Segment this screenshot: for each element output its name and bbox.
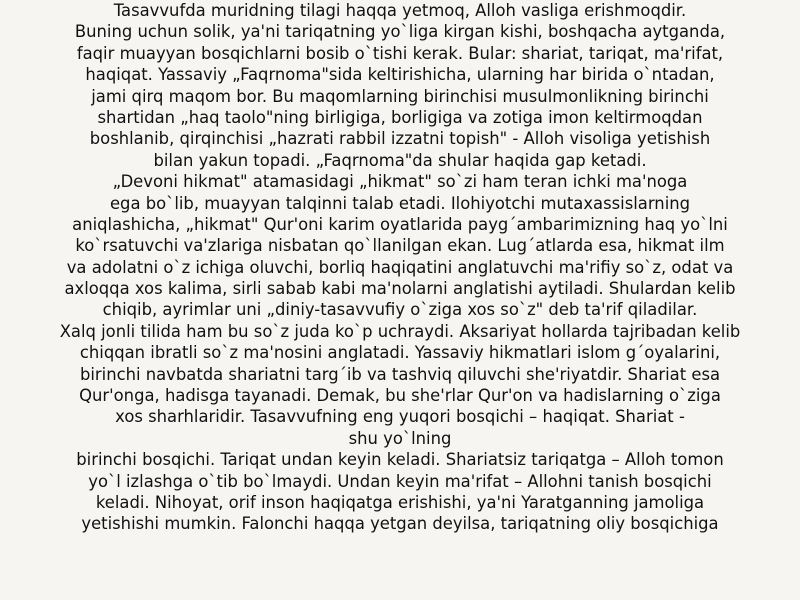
text-line: Buning uchun solik, ya'ni tariqatning yo`liga kirgan kishi, boshqacha aytganda, [74,22,726,42]
text-line: chiqqan ibratli so`z ma'nosini anglatadi. Yassaviy hikmatlari islom g´oyalarini, [79,343,721,363]
text-line: Qur'onga, hadisga tayanadi. Demak, bu she'rlar Qur'on va hadislarning o`ziga [79,386,721,406]
text-line: jami qirq maqom bor. Bu maqomlarning birinchisi musulmonlikning birinchi [91,86,709,106]
text-line: Xalq jonli tilida ham bu so`z juda ko`p uchraydi. Aksariyat hollarda tajribadan kelib [59,321,741,341]
text-line: aniqlashicha, „hikmat" Qur'oni karim oyatlarida payg´ambarimizning haq yo`lni [72,214,728,234]
text-line: shartidan „haq taolo"ning birligiga, borligiga va zotiga imon keltirmoqdan [97,107,703,127]
text-line: yo`l izlashga o`tib bo`lmaydi. Undan keyin ma'rifat – Allohni tanish bosqichi [88,471,712,491]
text-line: birinchi navbatda shariatni targ´ib va tashviq qiluvchi she'riyatdir. Shariat esa [79,364,721,384]
text-line: birinchi bosqichi. Tariqat undan keyin keladi. Shariatsiz tariqatga – Alloh tomon [76,450,724,470]
text-line: faqir muayyan bosqichlarni bosib o`tishi kerak. Bular: shariat, tariqat, ma'rifat, [76,43,724,63]
text-line: axloqqa xos kalima, sirli sabab kabi ma'nolarni anglatishi aytiladi. Shulardan kelib [64,279,736,299]
text-line: va adolatni o`z ichiga oluvchi, borliq haqiqatini anglatuvchi ma'rifiy so`z, odat va [66,257,734,277]
text-line: bilan yakun topadi. „Faqrnoma"da shular haqida gap ketadi. [153,150,647,170]
text-line: „Devoni hikmat" atamasidagi „hikmat" so`zi ham teran ichki ma'noga [112,172,688,192]
text-line: keladi. Nihoyat, orif inson haqiqatga erishishi, ya'ni Yaratganning jamoliga [95,492,705,512]
text-line: yetishishi mumkin. Falonchi haqqa yetgan deyilsa, tariqatning oliy bosqichiga [81,514,719,534]
text-line: shu yo`lning [348,428,452,448]
text-line: haqiqat. Yassaviy „Faqrnoma"sida keltirishicha, ularning har birida o`ntadan, [85,65,715,85]
text-line: boshlanib, qirqinchisi „hazrati rabbil izzatni topish" - Alloh visoliga yetishish [89,129,711,149]
text-line: chiqib, ayrimlar uni „diniy-tasavvufiy o`ziga xos so`z" deb ta'rif qiladilar. [102,300,698,320]
text-line: xos sharhlaridir. Tasavvufning eng yuqori bosqichi – haqiqat. Shariat - [115,407,685,427]
text-line: ega bo`lib, muayyan talqinni talab etadi. Ilohiyotchi mutaxassislarning [109,193,691,213]
text-line: ko`rsatuvchi va'zlariga nisbatan qo`llanilgan ekan. Lug´atlarda esa, hikmat ilm [75,236,725,256]
text-line: Tasavvufda muridning tilagi haqqa yetmoq, Alloh vasliga erishmoqdir. [113,1,687,20]
